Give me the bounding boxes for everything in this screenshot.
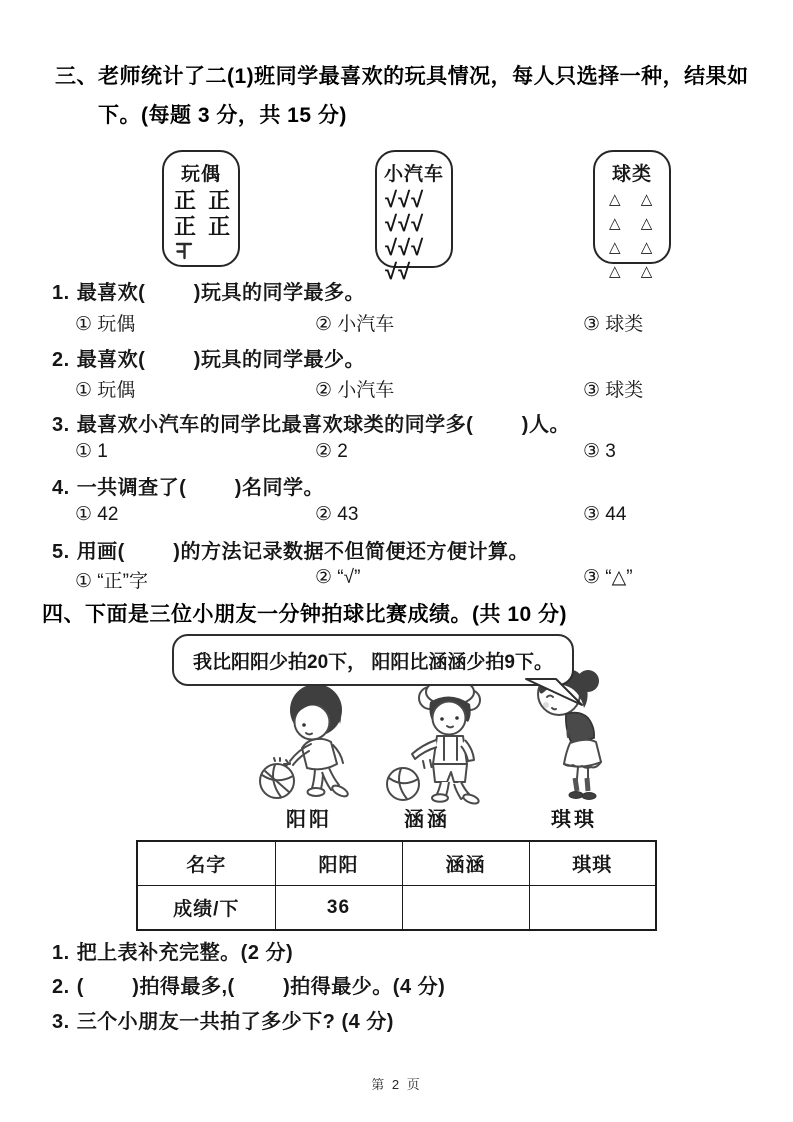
tally-box-cars <box>375 150 453 284</box>
tally-row: △ △ <box>609 239 661 256</box>
question-3-options <box>0 440 793 468</box>
question-5 <box>52 535 529 564</box>
table-score-row <box>137 886 656 931</box>
table-score-yangyang: 36 <box>275 886 402 931</box>
tally-box-cars-marks <box>377 188 451 284</box>
question-2 <box>52 343 365 372</box>
option-3: ③ 3 <box>583 441 616 462</box>
speech-bubble-text: 我比阳阳少拍20下， 阳阳比涵涵少拍9下。 <box>193 651 553 673</box>
question-text: 三个小朋友一共拍了多少下? (4 分) <box>76 1011 394 1033</box>
question-3 <box>52 408 570 437</box>
page-number: 第 2 页 <box>371 1077 422 1092</box>
tally-box-dolls <box>162 150 240 267</box>
section4-question-2 <box>52 970 445 999</box>
tally-row: √√ <box>385 259 412 284</box>
option-1: ① 1 <box>75 441 108 462</box>
kid-label-hanhan: 涵涵 <box>404 809 450 831</box>
tally-row: √√√ <box>385 235 425 260</box>
table-header-yangyang: 阳阳 <box>275 841 402 886</box>
option-1: ① 玩偶 <box>75 380 136 401</box>
kid-hanhan-illustration <box>378 676 498 806</box>
tally-box-balls-marks <box>595 188 669 284</box>
kid-label-yangyang: 阳阳 <box>286 809 332 831</box>
tally-box-balls-label: 球类 <box>611 164 652 185</box>
question-number: 5. <box>52 541 70 563</box>
speech-bubble <box>172 634 574 686</box>
tally-row: △ △ <box>609 263 661 280</box>
table-header-hanhan: 涵涵 <box>402 841 529 886</box>
tally-row: 正 正 <box>174 188 234 213</box>
question-text: 最喜欢小汽车的同学比最喜欢球类的同学多( )人。 <box>76 414 570 436</box>
question-4-options <box>0 503 793 531</box>
option-1: ① 42 <box>75 504 119 525</box>
option-2: ② 小汽车 <box>315 314 395 335</box>
partial-zheng-tally-icon <box>175 241 193 260</box>
option-1: ① 玩偶 <box>75 314 136 335</box>
table-header-row <box>137 841 656 886</box>
option-1: ① “正”字 <box>75 571 148 592</box>
option-3: ③ “△” <box>583 567 633 588</box>
tally-row: △ △ <box>609 191 661 208</box>
question-5-options <box>0 566 793 594</box>
question-2-options <box>0 375 793 403</box>
question-text: ( )拍得最多,( )拍得最少。(4 分) <box>76 976 446 998</box>
table-score-hanhan <box>402 886 529 931</box>
section4-question-3 <box>52 1005 394 1034</box>
question-number: 4. <box>52 477 70 499</box>
table-header-qiqi: 琪琪 <box>529 841 656 886</box>
table-header-name: 名字 <box>137 841 275 886</box>
section3-title-line2: 下。(每题 3 分，共 15 分) <box>98 104 347 127</box>
question-1-options <box>0 309 793 337</box>
question-text: 用画( )的方法记录数据不但简便还方便计算。 <box>76 541 529 563</box>
kid-yangyang-illustration <box>252 682 370 804</box>
tally-row: 正 正 <box>174 214 234 239</box>
tally-box-dolls-label: 玩偶 <box>180 164 221 185</box>
question-number: 3. <box>52 1011 70 1033</box>
option-3: ③ 44 <box>583 504 627 525</box>
question-4 <box>52 471 324 500</box>
question-number: 1. <box>52 282 70 304</box>
tally-box-cars-label: 小汽车 <box>383 164 444 185</box>
table-row-label: 成绩/下 <box>137 886 275 931</box>
question-text: 最喜欢( )玩具的同学最少。 <box>76 349 365 371</box>
tally-row: √√√ <box>385 187 425 212</box>
question-number: 2. <box>52 976 70 998</box>
question-text: 最喜欢( )玩具的同学最多。 <box>76 282 365 304</box>
option-2: ② 2 <box>315 441 348 462</box>
section3-title-line1: 三、老师统计了二(1)班同学最喜欢的玩具情况，每人只选择一种，结果如 <box>55 65 749 88</box>
tally-row: △ △ <box>609 215 661 232</box>
section4-question-1 <box>52 936 293 965</box>
tally-row: √√√ <box>385 211 425 236</box>
question-number: 1. <box>52 942 70 964</box>
kid-label-qiqi: 琪琪 <box>551 809 597 831</box>
option-3: ③ 球类 <box>583 314 644 335</box>
question-1 <box>52 276 365 305</box>
tally-box-dolls-marks <box>164 188 238 260</box>
question-text: 把上表补充完整。(2 分) <box>76 942 294 964</box>
option-3: ③ 球类 <box>583 380 644 401</box>
option-2: ② “√” <box>315 567 361 588</box>
score-table <box>136 840 657 931</box>
section4-title: 四、下面是三位小朋友一分钟拍球比赛成绩。(共 10 分) <box>42 603 568 626</box>
speech-bubble-tail <box>518 678 590 708</box>
table-score-qiqi <box>529 886 656 931</box>
question-text: 一共调查了( )名同学。 <box>76 477 324 499</box>
option-2: ② 43 <box>315 504 359 525</box>
question-number: 2. <box>52 349 70 371</box>
tally-box-balls <box>593 150 671 280</box>
option-2: ② 小汽车 <box>315 380 395 401</box>
question-number: 3. <box>52 414 70 436</box>
